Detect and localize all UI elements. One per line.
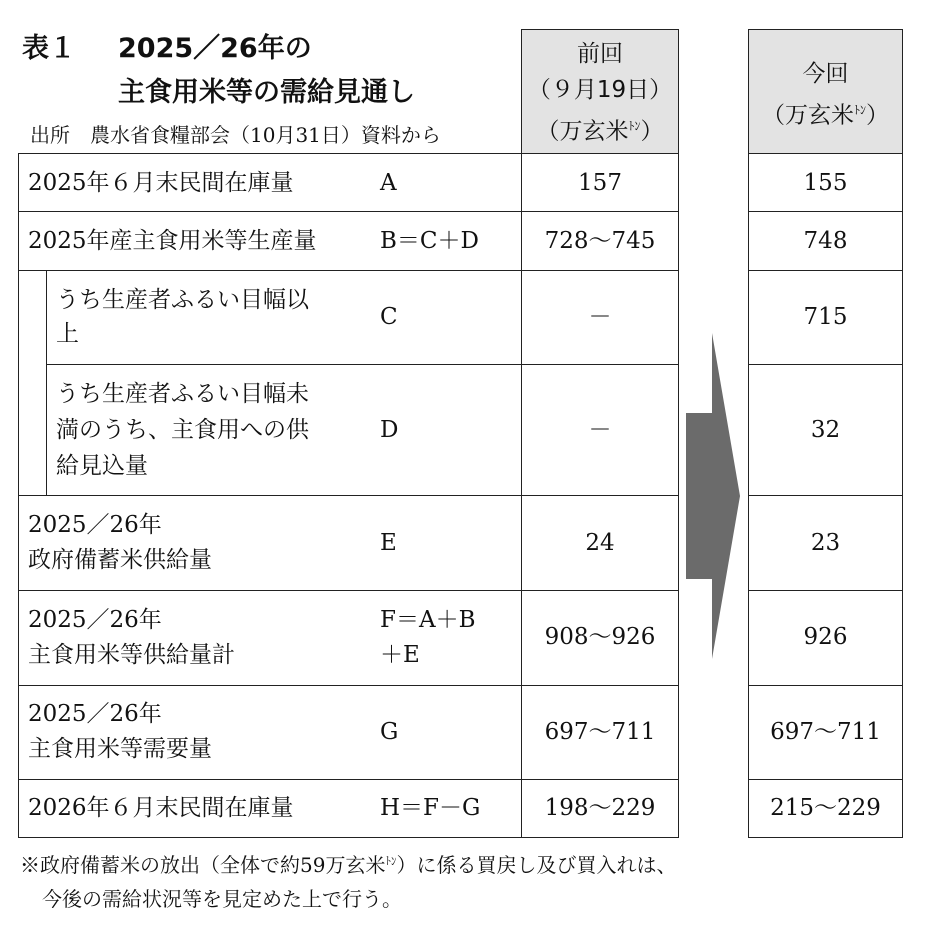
row-separator [46, 364, 679, 365]
row-separator [748, 270, 903, 271]
page-title-line1: 2025／26年の [118, 33, 312, 64]
row-label: 満のうち、主食用への供 [56, 417, 309, 443]
row-separator [18, 211, 679, 212]
row-separator [748, 590, 903, 591]
row-label: 2025年産主食用米等生産量 [28, 228, 317, 254]
current-header-frame [748, 29, 903, 154]
row-separator [18, 685, 679, 686]
row-label: 2026年６月末民間在庫量 [28, 795, 294, 821]
previous-value: 908〜926 [544, 624, 656, 650]
row-label: 2025／26年 [28, 701, 162, 727]
footnote-line1: ※政府備蓄米の放出（全体で約59万玄米$^{ﾄﾝ}$）に係る買戻し及び買入れは、 [20, 853, 677, 877]
row-label: 主食用米等需要量 [28, 736, 212, 762]
transition-arrow-icon [686, 333, 742, 659]
current-header-unit: （万玄米$^{ﾄﾝ}$） [761, 102, 889, 129]
current-value: 155 [803, 170, 848, 196]
previous-value: 198〜229 [544, 795, 656, 821]
row-formula: F＝A＋B [380, 607, 476, 633]
row-formula: G [380, 719, 399, 745]
footnote-line2: 今後の需給状況等を見定めた上で行う。 [42, 887, 402, 911]
row-label: うち生産者ふるい目幅以 [56, 287, 309, 313]
row-label: 2025年６月末民間在庫量 [28, 170, 294, 196]
row-formula: E [380, 530, 397, 556]
previous-value: 728〜745 [544, 228, 656, 254]
previous-value: － [588, 304, 612, 330]
row-formula: H＝F－G [380, 795, 481, 821]
current-value: 32 [810, 417, 841, 443]
table-number: 表１ [22, 33, 76, 64]
current-value: 715 [803, 304, 848, 330]
previous-value: － [588, 417, 612, 443]
current-value: 215〜229 [770, 795, 881, 821]
row-label: 主食用米等供給量計 [28, 642, 235, 668]
row-separator [748, 495, 903, 496]
row-label: 2025／26年 [28, 607, 162, 633]
previous-header-label: 前回 [577, 41, 623, 67]
row-separator [18, 590, 679, 591]
row-separator [18, 495, 679, 496]
row-formula: D [380, 417, 399, 443]
source-citation: 出所 農水省食糧部会（10月31日）資料から [30, 123, 441, 147]
current-value: 926 [803, 624, 848, 650]
previous-value: 157 [578, 170, 622, 196]
row-separator [748, 364, 903, 365]
row-formula: C [380, 304, 398, 330]
row-separator [748, 779, 903, 780]
current-value: 748 [803, 228, 848, 254]
row-formula: ＋E [380, 642, 420, 668]
row-separator [18, 779, 679, 780]
row-formula: B＝C＋D [380, 228, 479, 254]
previous-header-unit: （万玄米$^{ﾄﾝ}$） [536, 118, 664, 145]
row-label: うち生産者ふるい目幅未 [56, 381, 309, 407]
current-header-label: 今回 [802, 61, 849, 87]
row-label: 2025／26年 [28, 512, 162, 538]
current-value: 23 [810, 530, 841, 556]
row-label: 給見込量 [56, 453, 148, 479]
previous-value: 24 [585, 530, 615, 556]
page-title-line2: 主食用米等の需給見通し [118, 77, 415, 108]
row-label: 上 [56, 321, 79, 347]
subrow-indent-line [46, 270, 47, 495]
current-value: 697〜711 [770, 719, 881, 745]
row-label: 政府備蓄米供給量 [28, 547, 212, 573]
row-separator [748, 685, 903, 686]
previous-value: 697〜711 [544, 719, 656, 745]
row-separator [748, 211, 903, 212]
row-separator [18, 270, 679, 271]
row-formula: A [380, 170, 397, 196]
previous-header-date: （９月19日） [527, 77, 673, 103]
